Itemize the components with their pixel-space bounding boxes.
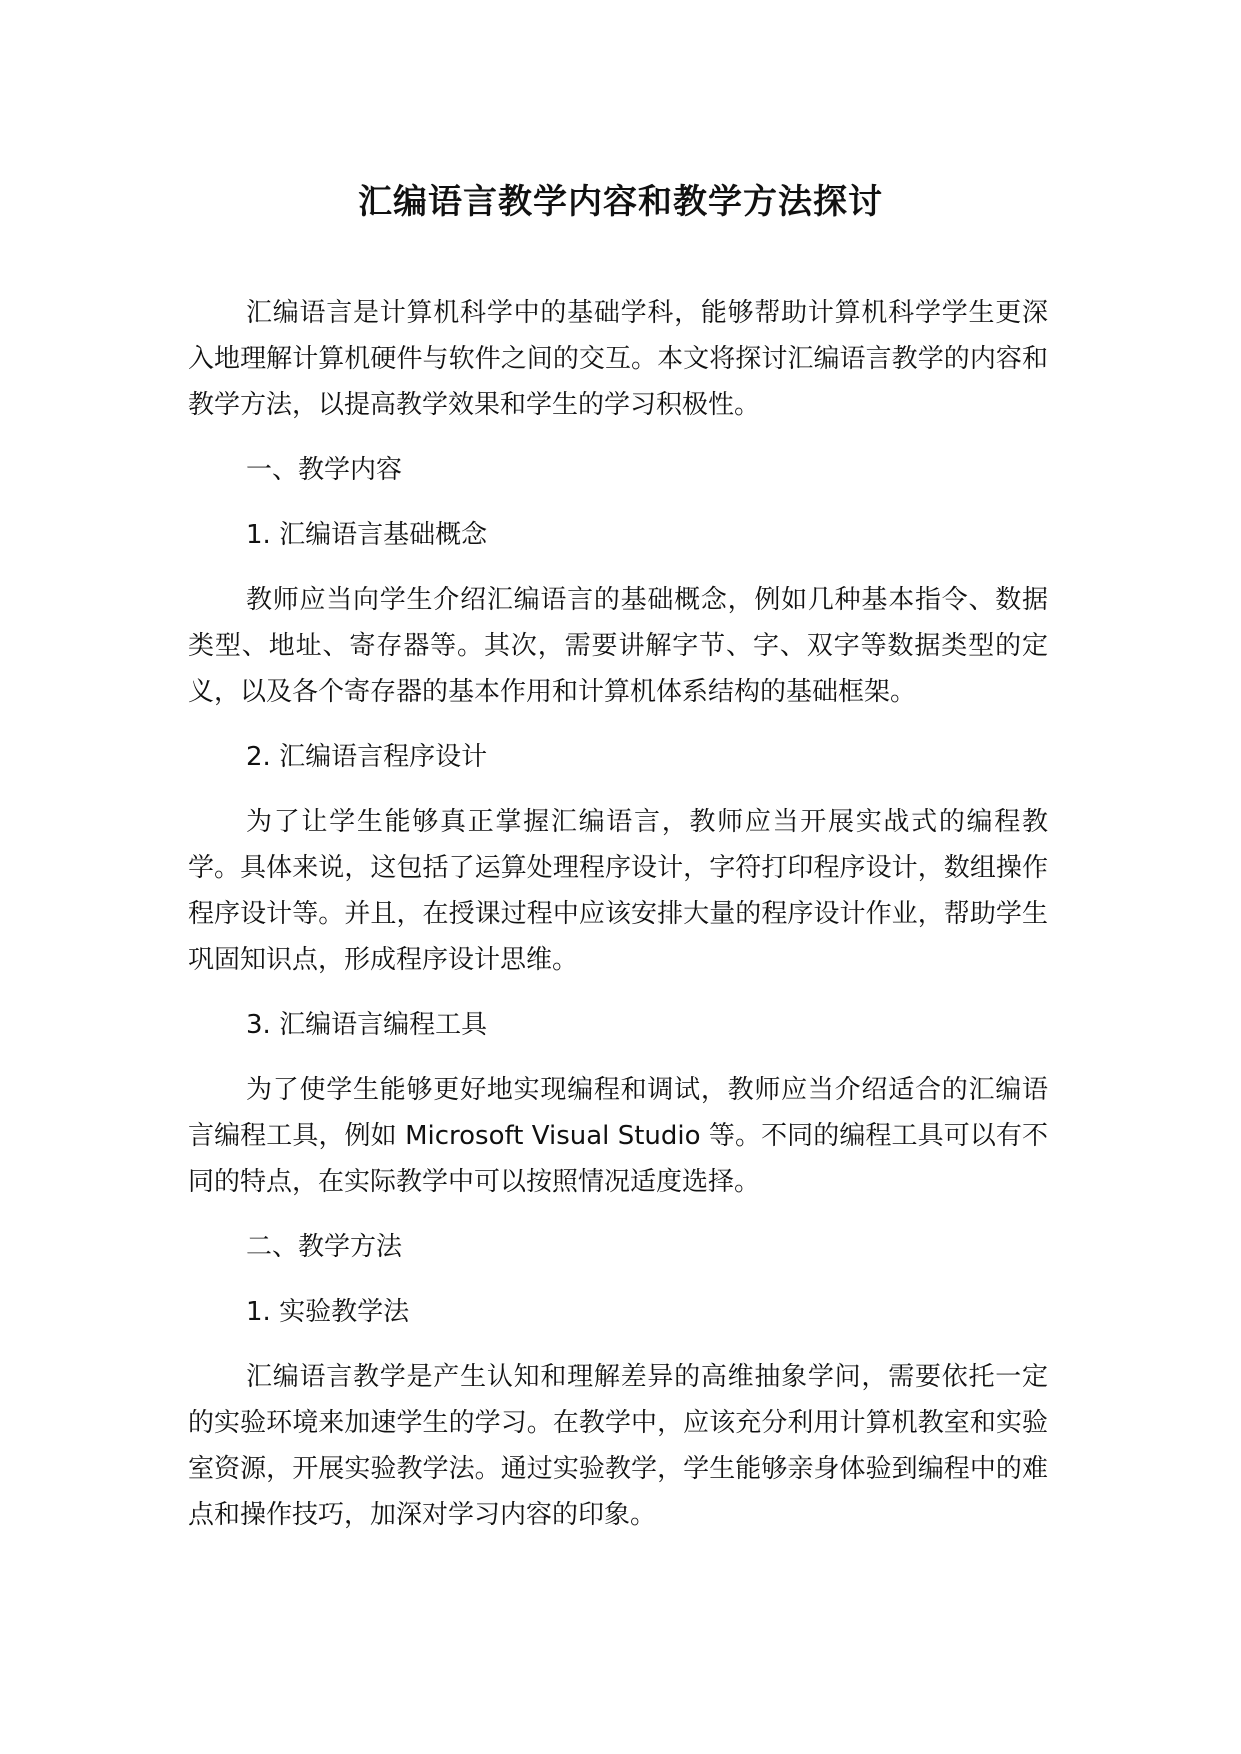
subheading-program-design: 2. 汇编语言程序设计 [246,742,488,772]
intro-paragraph: 汇编语言是计算机科学中的基础学科，能够帮助计算机科学学生更深入地理解计算机硬件与软件之间的交互。本文将探讨汇编语言教学的内容和教学方法，以提高教学效果和学生的学习积极性。 [188,298,1048,420]
section-heading-teaching-content: 一、教学内容 [246,455,403,485]
document-title: 汇编语言教学内容和教学方法探讨 [358,182,883,222]
paragraph-program-design: 为了让学生能够真正掌握汇编语言，教师应当开展实战式的编程教学。具体来说，这包括了运算处理程序设计，字符打印程序设计，数组操作程序设计等。并且，在授课过程中应该安排大量的程序设计作业，帮助学生巩固知识点，形成程序设计思维。 [188,807,1048,975]
section-heading-teaching-methods: 二、教学方法 [246,1232,403,1262]
paragraph-experimental-teaching: 汇编语言教学是产生认知和理解差异的高维抽象学问，需要依托一定的实验环境来加速学生的学习。在教学中，应该充分利用计算机教室和实验室资源，开展实验教学法。通过实验教学，学生能够亲身体验到编程中的难点和操作技巧，加深对学习内容的印象。 [188,1362,1048,1530]
subheading-basic-concepts: 1. 汇编语言基础概念 [246,520,488,550]
paragraph-programming-tools: 为了使学生能够更好地实现编程和调试，教师应当介绍适合的汇编语言编程工具，例如 Microsoft Visual Studio 等。不同的编程工具可以有不同的特点，在实际教学中可以按照情况适度选择。 [188,1075,1048,1197]
paragraph-basic-concepts: 教师应当向学生介绍汇编语言的基础概念，例如几种基本指令、数据类型、地址、寄存器等。其次，需要讲解字节、字、双字等数据类型的定义，以及各个寄存器的基本作用和计算机体系结构的基础框架。 [188,585,1048,707]
subheading-programming-tools: 3. 汇编语言编程工具 [246,1010,488,1040]
document-body [188,290,1048,1557]
subheading-experimental-teaching: 1. 实验教学法 [246,1297,410,1327]
